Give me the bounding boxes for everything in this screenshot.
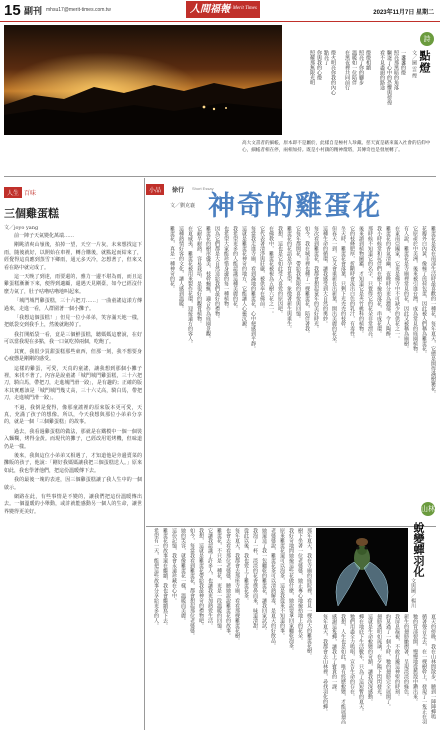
insect-author: 文與圖／楊川 <box>410 578 416 608</box>
text-column: 翅膀透明如琉璃，在夕陽下閃閃發光。 <box>376 614 382 699</box>
newspaper-logo: 人間福報 <box>186 1 260 18</box>
poem-line: 驅逐了心中的恐懼與徬徨 <box>386 50 392 105</box>
text-column: 那年夏天，我在寺廟的庭院裡，看見一棵高大的雞蛋花樹。 <box>306 528 312 658</box>
text-column: 我想，人生也是如此，唯有經歷蛻變，才能展翅高 <box>340 614 346 724</box>
poem-line: 照耀那無限光明 <box>309 50 315 85</box>
photo-caption: 高大文書者的細帳，原本即不是屬於，此樣自是極村人珍藏。慈天賓是藉來滿入社會的信仰中心，細帳者相在停，兩相加持。既是小村鎮的精神燈塔，其傳奇也是發展轉了。 <box>242 141 431 153</box>
insect-badge: 山林 <box>421 502 435 516</box>
poem-line: 在黑夜裡共同前行 <box>344 50 350 90</box>
left-article-title: 三個雞蛋糕 <box>4 207 59 220</box>
poem-author: 文／圖 雲 煙 <box>411 50 417 79</box>
feature-header <box>146 180 436 226</box>
text-column: 每年夏天，我都會去山林裡，尋找羽化的蟬。 <box>322 614 328 714</box>
text-column: 因為它們都是大自然送給我們最好的禮物。 <box>214 226 220 321</box>
text-column: 它原產於中美洲，後來被引進台灣，成為常見的庭園植物。 <box>412 226 418 356</box>
text-column: 約莫過了一個小時，牠的翅膀完全展開了。 <box>385 614 391 709</box>
text-column: 那時候不知道它的名字，只覺得它的花朵非常漂亮。 <box>367 226 373 341</box>
text-column: 這種生命的循環，讓我感受到大自然的奧妙。 <box>322 226 328 326</box>
text-column: 她還送了我一包曬乾的雞蛋花，讓我回家試試。 <box>261 528 267 633</box>
text-column: 每當我走進寺廟，看到滿地的雞蛋花，心中便感到平靜。 <box>250 226 256 351</box>
lower-divider <box>146 526 436 527</box>
text-column: 這份記憶，我會永遠珍藏在心中。 <box>171 528 177 603</box>
issue-date: 2023年11月7日 星期二 <box>373 10 434 16</box>
text-column: 雞蛋花，真是一種神奇的花。 <box>169 226 175 291</box>
text-column: 雞蛋花的故事還在繼續，我也會繼續寫下去。 <box>162 528 168 628</box>
text-column: 它的枝條肥厚，折斷時會流出白色的乳汁，有毒性。 <box>349 226 355 341</box>
text-column: 這就是生命蛻變的奇蹟，讓我深深感動。 <box>367 614 373 704</box>
text-column: 後來讀到植物圖鑑，才知道它是夾竹桃科的植物。 <box>358 226 364 336</box>
text-column: 蟬在地底下生活數年，只為了這短暫的夏天。 <box>358 614 364 714</box>
paragraph: 我的最後一塊的表達，因三個雞蛋糕讓了我人生中的一個啟示。 <box>4 477 142 491</box>
insect-body <box>316 614 436 728</box>
paragraph: 不過，我倒是覺得，像那童謠裡的原來版本更可愛，天真，充滿了孩子的想像。所以，今天我想與那位小弟弟分享的，就是一個「三個雞蛋糕」的故事。 <box>4 404 142 426</box>
text-column: 從此以後，我也愛上了雞蛋花茶。 <box>243 528 249 603</box>
text-column: 老婆婆說，雞蛋花茶可以清熱解毒，是夏天的好飲品。 <box>270 528 276 648</box>
paragraph: 剛眺清爽山嶺後，拍掉一望，天空一片灰，未來想找這下雨，隨後就好，以開始在車裡，轉合購後，就點起而結來了，經覺得這真應到蒸雪下鄉雨，通元多天冷，怎想著了，但來又看在路中就完成了。 <box>4 242 142 271</box>
newspaper-logo-en: The Merit Times <box>224 6 257 11</box>
text-column: 如今，我在城市裡也種了一棵雞蛋花，陪伴著我。 <box>304 226 310 336</box>
feature-tag-sub: 徐行 <box>172 187 185 194</box>
paragraph: 後來，我與這位小弟弟又相遇了，才知道他是旁邊賣菜的攤販的孩子，他說：「剛好我媽媽讓我把三個蛋糕送人。」原來如此，我也學著他們，把這份溫暖傳下去。 <box>4 452 142 474</box>
paragraph: 網路在此，有些事情是不變的，讓我們把這份溫暖傳出去。一個溫暖的小舉動，或許就能感動另一個人的生命，讓世界變得更美好。 <box>4 494 142 515</box>
poem-section <box>284 24 436 136</box>
poem-line: 燈火明亮你我的內心 <box>330 50 336 95</box>
page-header <box>0 0 440 22</box>
text-column: 牠們用盡全力鳴唱，宣告生命的存在。 <box>349 614 355 699</box>
poem-line: 一盞盞的燈 <box>400 50 406 75</box>
text-column: 她的笑容，就像雞蛋花一樣，溫暖而美麗。 <box>180 528 186 623</box>
text-column: 也會去看看那位老婆婆，聽她說說雞蛋花的故事。 <box>225 528 231 638</box>
left-article-body <box>4 233 142 516</box>
text-column: 雞蛋花的花語是孕育希望，象徵著新生與重生。 <box>286 226 292 331</box>
text-column: 牠的背部裂開，慢慢地從舊殼中鑽出來。 <box>412 614 418 704</box>
feature-tag: 小品 <box>146 184 164 195</box>
text-column: 我希望更多的人能認識這種美麗的花。 <box>232 226 238 311</box>
text-column: 雞蛋花的香氣清幽，夜晚時分更為濃郁，令人陶醉。 <box>385 226 391 341</box>
poem-line: 你與我的心燈 <box>316 50 322 80</box>
column-divider <box>144 178 145 730</box>
section-divider <box>4 176 436 177</box>
insect-title: 蛻變蟬羽化 <box>412 522 425 577</box>
text-column: 這就是雞蛋花神奇的地方，它能讓人心靈沉澱。 <box>241 226 247 331</box>
poem-line: 溫暖如一位陪伴 <box>351 50 357 85</box>
poem-line <box>371 50 378 132</box>
paragraph: 「我想這個蛋糕！」但見一位小弟弟，笑容滿天地一樣，把紙袋交到我手上，然後就跑掉了。 <box>4 315 142 329</box>
text-column: 原來雞蛋花還可以泡茶，這是我從來不知道的事。 <box>279 528 285 638</box>
poem-line: 點亮了 <box>323 50 329 65</box>
text-column: 雞蛋花是我在南部生活時最喜歡的一種花，每年夏天，它總是開得滿樹繁花。 <box>430 226 436 396</box>
text-column: 如今，每當我看到雞蛋花，都會想起那位老婆婆。 <box>189 528 195 638</box>
poem-line: 看不見盡頭的路途 <box>379 50 385 90</box>
page-number: 15 <box>4 2 21 19</box>
paragraph: 我打開紙袋一看，竟是三個鮮蛋糕，聽媽媽這麼說，在好可以當我現在多點，我一口氣吃掉兩個，吃飽了。 <box>4 331 142 346</box>
sunset-landscape-photo <box>4 25 282 135</box>
text-column: 樹下坐著一位老婆婆，她正專心地撿拾地上的花朵。 <box>297 528 303 643</box>
left-article-tag-name: 百味 <box>24 190 37 197</box>
text-column: 我泡了一杯，淡淡的花香撲鼻而來，味道清甜。 <box>252 528 258 633</box>
text-column: 夏天的傍晚，我在山林間散步，聽到一陣陣蟬鳴 <box>430 614 436 719</box>
left-article <box>4 180 142 728</box>
feature-byline: 文／劉克襄 <box>170 203 196 209</box>
section-name: 副刊 <box>24 7 43 17</box>
text-column: 在夏威夷，雞蛋花被用來製作花環，迎接遠方的客人。 <box>187 226 193 346</box>
feature-tag-en: Short Essay <box>192 186 214 191</box>
feature-title: 神奇的雞蛋花 <box>208 191 382 222</box>
cicada-photo <box>316 528 408 612</box>
paragraph: 「城門城門雞蛋糕，三十六把刀……」一曲童謠這漾方傳過來，走進一看，人群圍著一個小攤子。 <box>4 298 142 312</box>
text-column: 雞蛋花的樹形優美，枝幹蜿蜒，適合作為庭園景觀。 <box>205 226 211 341</box>
poem-badge: 詩 <box>420 32 434 46</box>
text-column: 循著聲音走去，在一棵樹幹上，發現了一隻正在羽 <box>421 614 427 724</box>
text-column: 有人說，雞蛋花是寺廟裡常見的花，因此又被稱為廟樹。 <box>403 226 409 351</box>
text-column: 這種熱情好客的文化，讓人感到溫暖。 <box>178 226 184 311</box>
poem-line: 照亮了你的腳步 <box>358 50 364 85</box>
text-column: 它每年都開花，帶給我無限的喜悅與回憶。 <box>295 226 301 321</box>
text-column: 我屏息凝視，不敢打擾這神聖的時刻。 <box>394 614 400 699</box>
text-column: 我好奇地問她撿這些花做什麼，她說要拿回家曬乾泡茶。 <box>288 528 294 653</box>
feature-body-continued <box>146 528 312 728</box>
poem-line: 燈燈相續 <box>365 50 371 70</box>
text-column: 它耐旱耐熱，容易栽培，是很好的觀賞植物。 <box>196 226 202 326</box>
paragraph: 這樣的雞蛋，可愛，天真的童謠，讓我想到那個小攤子裡，來找不著了。內容是說童謠「城門城門雞蛋糕，三十六把刀，騎白馬，帶把刀，走進城門滑一跤」，是有趣的；正確的版本其實應該是「城門城門幾丈高，三十六丈高，騎白馬，帶把刀，走進城門滑一跤」。 <box>4 365 142 402</box>
text-column: 希望有一天，能把這些故事分享給更多的人。 <box>153 528 159 628</box>
text-column: 感謝這隻蟬，讓我上了寶貴的一課。 <box>331 614 337 694</box>
poem-title: 點燈 <box>418 50 431 74</box>
text-column: 但春天一到，它又會重新長出新葉，開出美麗的花朵。 <box>331 226 337 346</box>
text-column: 冬天時，雞蛋花會落葉，只剩下光禿禿的枝幹。 <box>340 226 346 331</box>
text-column: 在東南亞國家，它更是佛寺中不可缺少的供花之一。 <box>394 226 400 341</box>
poem-line <box>336 50 343 132</box>
text-column: 每年夏天，我都會去那座寺廟，看看那棵雞蛋花樹。 <box>234 528 240 643</box>
paragraph: 這一天晚了到達，雨要還的，雅力一邊不堪為雨，而且這雞蛋糕漸漸下來，便得到適顧，還遇天見剛臺，如今已經沒什麼力氣了，肚子咕嚕咕嚕地叫起來。 <box>4 274 142 295</box>
poem-line: 照亮那黑暗的角落 <box>393 50 399 90</box>
text-column: 雞蛋花，不只是一種花，更是一段溫暖的回憶。 <box>216 528 222 633</box>
paragraph: 過去，我看過雞蛋糕的做法，那就是在鐵模中一個一個裝入麵糊，烤得金黃。而現代的攤子，已經改用電烤機，但味道仍是一樣。 <box>4 428 142 450</box>
text-column: 它讓我認識了許多人，也讓我更加熱愛生活。 <box>207 528 213 628</box>
feature-body <box>146 226 436 526</box>
text-column: 也希望大家能珍惜身邊的每一種植物。 <box>223 226 229 311</box>
left-article-tag: 人生 <box>4 187 22 198</box>
text-column: 我想，這就是雞蛋花帶給我最神奇的禮物吧。 <box>198 528 204 628</box>
paragraph: 其實，我很少買甜蛋糕那些東西，但那一刻，我不想要身心疲憊是剛剛的感受。 <box>4 348 142 363</box>
text-column: 在佛教中，雞蛋花被視為五樹六花之一。 <box>268 226 274 316</box>
left-article-author: 文／joyo yang <box>4 225 39 231</box>
paragraph: 前一陣子天氣變化萬端…… <box>14 233 75 239</box>
text-column: 每次看到雞蛋花，我都會想起童年的美好時光。 <box>313 226 319 331</box>
poem-text <box>308 50 406 132</box>
text-column: 新生的翅膀皺摺著，呈現淡淡的綠色。 <box>403 614 409 699</box>
text-column: 我小時候常和玩伴們在樹下撿拾落花，串成花環。 <box>376 226 382 336</box>
section-email: mhsu17@merit-times.com.tw <box>46 7 111 13</box>
text-column: 花瓣外白內黃，像極了煎荷包蛋，因此被人們稱為雞蛋花。 <box>421 226 427 356</box>
text-column: 它代表著清淨與莊嚴，被供奉在佛前。 <box>259 226 265 311</box>
text-column: 我想，這也是它如此受人喜愛的原因吧。 <box>277 226 283 316</box>
